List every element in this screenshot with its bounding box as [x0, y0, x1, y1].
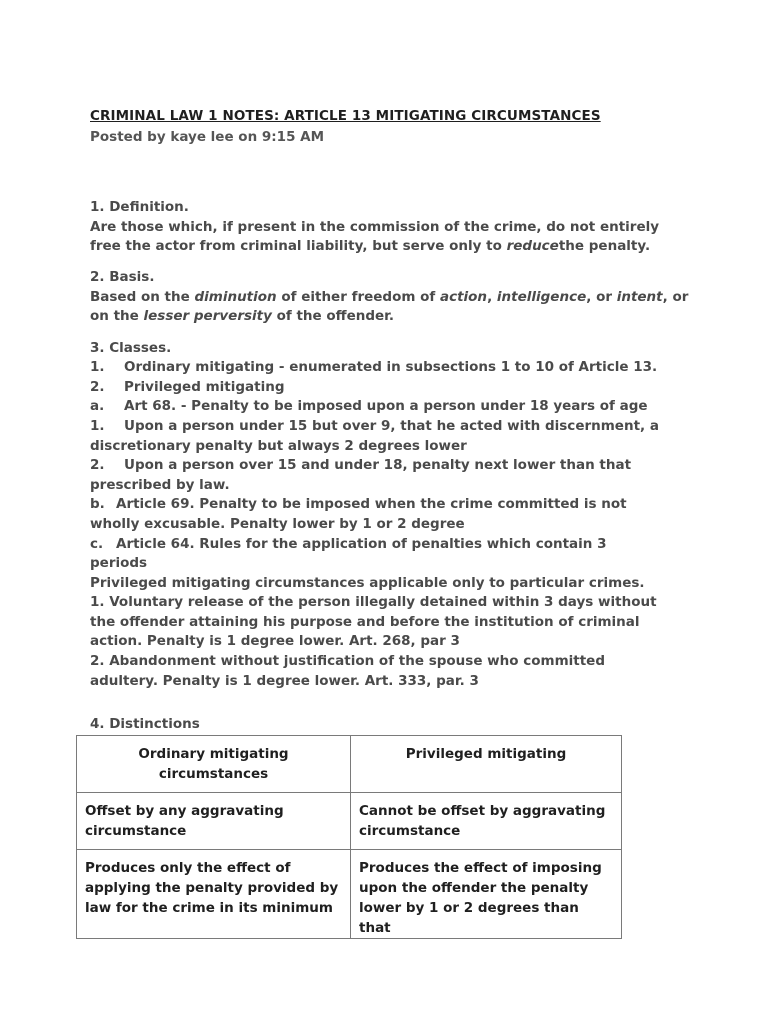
definition-text-end: the penalty.: [558, 238, 651, 255]
basis-line-2: [90, 307, 690, 327]
page-title: CRIMINAL LAW 1 NOTES: ARTICLE 13 MITIGATING CIRCUMSTANCES: [90, 108, 601, 124]
basis-emphasis: intelligence: [496, 288, 587, 305]
basis-text: of either freedom of: [276, 288, 440, 305]
item-number: 1.: [90, 359, 105, 376]
post-meta: Posted by kaye lee on 9:15 AM: [90, 129, 325, 145]
privileged-item: 1. Voluntary release of the person illegally detained within 3 days without: [90, 594, 657, 611]
definition-line-1: Are those which, if present in the commission of the crime, do not entirely: [90, 218, 660, 235]
table-cell: Produces the effect of imposing upon the offender the penalty lower by 1 or 2 degrees than that: [351, 850, 622, 939]
classes-item-cont: prescribed by law.: [90, 476, 230, 493]
table-cell: Produces only the effect of applying the penalty provided by law for the crime in its minimum: [77, 850, 351, 939]
basis-text: , or: [586, 288, 617, 305]
classes-item-cont: periods: [90, 555, 148, 572]
privileged-item-cont: the offender attaining his purpose and before the institution of criminal: [90, 613, 640, 630]
basis-text: of the offender.: [271, 308, 395, 325]
basis-emphasis: lesser perversity: [143, 308, 272, 325]
classes-item: [90, 358, 690, 378]
definition-text: free the actor from criminal liability, but serve only to: [90, 238, 507, 255]
classes-item: [90, 456, 690, 476]
item-text: Article 64. Rules for the application of penalties which contain 3: [116, 535, 607, 552]
item-text: Art 68. - Penalty to be imposed upon a person under 18 years of age: [124, 398, 648, 415]
item-text: Privileged mitigating: [124, 378, 285, 395]
classes-item: [90, 417, 690, 437]
item-letter: b.: [90, 496, 105, 513]
basis-emphasis: intent: [616, 288, 663, 305]
privileged-item: 2. Abandonment without justification of the spouse who committed: [90, 653, 605, 670]
classes-item-cont: discretionary penalty but always 2 degrees lower: [90, 437, 467, 454]
notes-body: [90, 198, 690, 735]
definition-emphasis: reduce: [506, 238, 559, 255]
privileged-heading: Privileged mitigating circumstances applicable only to particular crimes.: [90, 574, 645, 591]
item-letter: c.: [90, 535, 104, 552]
distinctions-heading: 4. Distinctions: [90, 716, 200, 733]
privileged-item-cont: adultery. Penalty is 1 degree lower. Art. 333, par. 3: [90, 672, 479, 689]
item-text: Upon a person over 15 and under 18, penalty next lower than that: [124, 457, 632, 474]
definition-line-2: [90, 237, 690, 257]
table-row: [77, 793, 622, 850]
basis-emphasis: action: [439, 288, 488, 305]
basis-heading: 2. Basis.: [90, 269, 155, 286]
classes-item-cont: wholly excusable. Penalty lower by 1 or 2 degree: [90, 515, 465, 532]
classes-item: [90, 397, 690, 417]
table-cell: Cannot be offset by aggravating circumstance: [351, 793, 622, 850]
basis-emphasis: diminution: [194, 288, 277, 305]
item-text: Upon a person under 15 but over 9, that he acted with discernment, a: [124, 417, 659, 434]
basis-line-1: [90, 288, 690, 308]
item-number: 2.: [90, 457, 105, 474]
table-header-cell: Privileged mitigating: [351, 736, 622, 793]
item-letter: a.: [90, 398, 105, 415]
basis-text: , or: [662, 288, 689, 305]
basis-text: on the: [90, 308, 144, 325]
table-header-cell: Ordinary mitigating circumstances: [77, 736, 351, 793]
table-header-row: [77, 736, 622, 793]
table-row: [77, 850, 622, 939]
classes-heading: 3. Classes.: [90, 339, 172, 356]
distinctions-table: [76, 735, 622, 939]
item-text: Ordinary mitigating - enumerated in subsections 1 to 10 of Article 13.: [124, 359, 658, 376]
basis-text: ,: [487, 288, 497, 305]
item-text: Article 69. Penalty to be imposed when the crime committed is not: [116, 496, 627, 513]
definition-heading: 1. Definition.: [90, 199, 189, 215]
classes-item: [90, 535, 690, 555]
classes-item: [90, 495, 690, 515]
item-number: 2.: [90, 378, 105, 395]
table-cell: Offset by any aggravating circumstance: [77, 793, 351, 850]
basis-text: Based on the: [90, 288, 195, 305]
classes-item: [90, 378, 690, 398]
item-number: 1.: [90, 417, 105, 434]
privileged-item-cont: action. Penalty is 1 degree lower. Art. 268, par 3: [90, 633, 460, 650]
